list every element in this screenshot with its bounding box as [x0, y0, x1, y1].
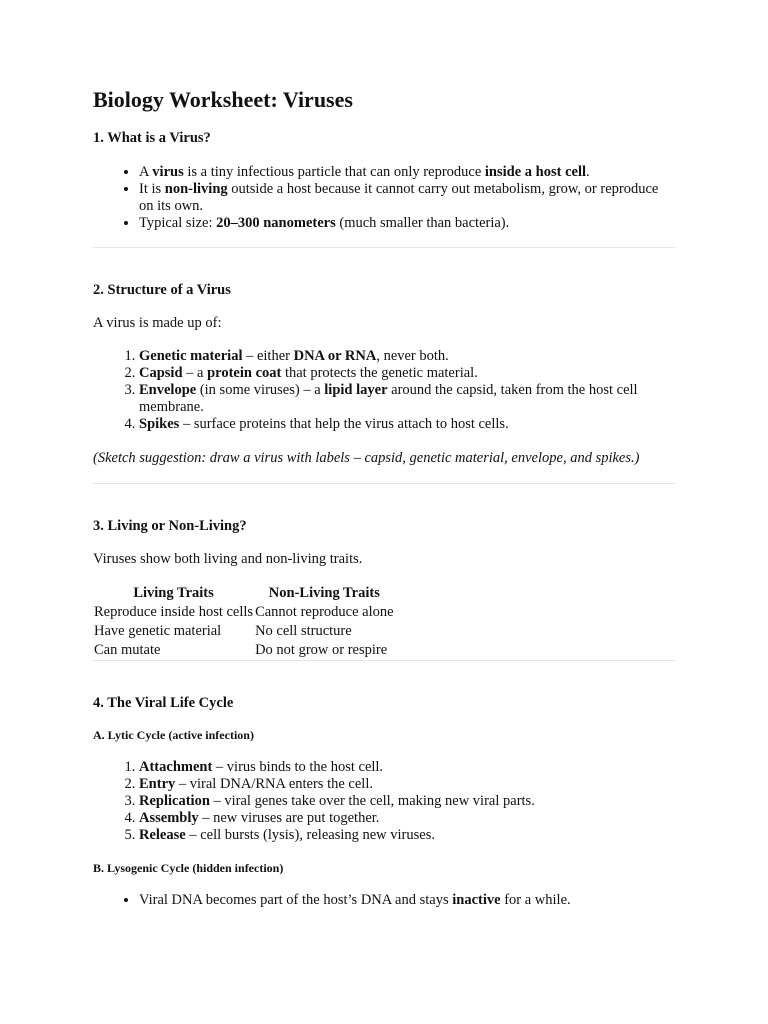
section-3-heading: 3. Living or Non-Living? — [93, 518, 247, 534]
list-item — [139, 181, 675, 215]
text: – viral genes take over the cell, making new viral parts. — [209, 793, 535, 809]
table-row — [93, 641, 395, 660]
text: is a tiny infectious particle that can only reproduce — [183, 164, 485, 180]
bold-text: Spikes — [139, 416, 180, 432]
text: – either — [242, 348, 294, 364]
table-cell: Do not grow or respire — [255, 642, 388, 658]
text: – virus binds to the host cell. — [212, 759, 384, 775]
bold-text: non-living — [164, 181, 228, 197]
text: that protects the genetic material. — [281, 365, 478, 381]
section-1-list — [93, 164, 675, 232]
table-cell: Have genetic material — [94, 623, 222, 639]
table-row — [93, 622, 395, 641]
bold-text: Assembly — [139, 810, 199, 826]
table-cell: Cannot reproduce alone — [255, 604, 394, 620]
section-2-list — [93, 348, 675, 433]
list-item — [139, 759, 675, 776]
text: around the capsid, taken from the host cell membrane. — [139, 382, 638, 415]
text: (much smaller than bacteria). — [335, 215, 510, 231]
table-header: Living Traits — [133, 585, 214, 601]
lytic-cycle-list — [93, 759, 675, 844]
text: A — [139, 164, 153, 180]
bold-text: Genetic material — [139, 348, 243, 364]
bold-text: Entry — [139, 776, 176, 792]
list-item — [139, 365, 675, 382]
divider — [93, 247, 675, 248]
table-cell: Reproduce inside host cells — [94, 604, 254, 620]
bold-text: virus — [152, 164, 184, 180]
section-3-intro: Viruses show both living and non-living traits. — [93, 551, 363, 567]
bold-text: Capsid — [139, 365, 183, 381]
table-cell: Can mutate — [94, 642, 161, 658]
text: outside a host because it cannot carry out metabolism, grow, or reproduce on its own. — [139, 181, 659, 214]
text: Viral DNA becomes part of the host’s DNA and stays — [139, 892, 453, 908]
text: . — [586, 164, 590, 180]
text: Typical size: — [139, 215, 217, 231]
bold-text: Envelope — [139, 382, 197, 398]
list-item — [139, 793, 675, 810]
list-item — [139, 827, 675, 844]
lysogenic-cycle-list — [93, 892, 675, 909]
bold-text: inside a host cell — [484, 164, 587, 180]
table-header-row — [93, 584, 395, 603]
divider — [93, 483, 675, 484]
section-1-heading: 1. What is a Virus? — [93, 130, 211, 146]
bold-text: DNA or RNA — [293, 348, 377, 364]
page-title: Biology Worksheet: Viruses — [93, 87, 353, 112]
bold-text: Replication — [139, 793, 210, 809]
list-item — [139, 892, 675, 909]
table-cell: No cell structure — [255, 623, 352, 639]
lysogenic-cycle-heading: B. Lysogenic Cycle (hidden infection) — [93, 861, 284, 875]
bold-text: Release — [139, 827, 186, 843]
section-4-heading: 4. The Viral Life Cycle — [93, 695, 234, 711]
text: – a — [182, 365, 208, 381]
text: – viral DNA/RNA enters the cell. — [175, 776, 373, 792]
bold-text: protein coat — [207, 365, 282, 381]
list-item — [139, 416, 675, 433]
divider — [93, 660, 675, 661]
text: – surface proteins that help the virus attach to host cells. — [179, 416, 509, 432]
list-item — [139, 810, 675, 827]
traits-table — [93, 584, 395, 660]
bold-text: lipid layer — [324, 382, 388, 398]
sketch-note — [93, 450, 675, 467]
list-item — [139, 776, 675, 793]
text: It is — [139, 181, 165, 197]
bold-text: 20–300 nanometers — [216, 215, 336, 231]
section-2-intro: A virus is made up of: — [93, 315, 222, 331]
text: – new viruses are put together. — [198, 810, 380, 826]
bold-text: inactive — [452, 892, 501, 908]
lytic-cycle-heading: A. Lytic Cycle (active infection) — [93, 728, 254, 742]
list-item — [139, 164, 675, 181]
text: , never both. — [376, 348, 449, 364]
italic-text: (Sketch suggestion: draw a virus with labels – capsid, genetic material, envelope, and spikes.) — [93, 450, 640, 466]
text: for a while. — [500, 892, 571, 908]
list-item — [139, 382, 675, 416]
section-2-heading: 2. Structure of a Virus — [93, 282, 231, 298]
text: – cell bursts (lysis), releasing new viruses. — [185, 827, 435, 843]
text: (in some viruses) – a — [196, 382, 325, 398]
worksheet-page — [93, 86, 675, 909]
table-row — [93, 603, 395, 622]
table-header: Non-Living Traits — [268, 585, 380, 601]
list-item — [139, 348, 675, 365]
list-item — [139, 215, 675, 232]
bold-text: Attachment — [139, 759, 213, 775]
